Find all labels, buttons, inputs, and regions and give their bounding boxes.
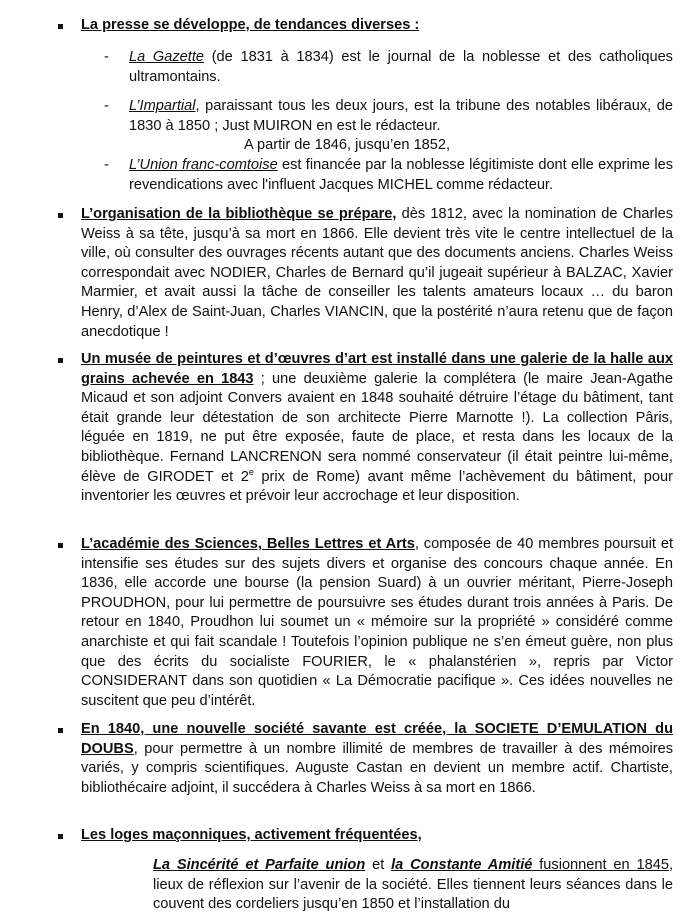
bullet-icon xyxy=(58,24,63,29)
lodge-name: la Constante Amitié xyxy=(391,857,533,873)
bullet-icon xyxy=(58,728,63,733)
section-heading: Un musée de peintures et d’œuvres d’art est installé dans une galerie de la halle aux grains achevée en 1843 xyxy=(81,351,673,387)
section-heading: L’académie des Sciences, Belles Lettres et Arts xyxy=(81,536,415,552)
bullet-icon xyxy=(58,543,63,548)
list-item: L’Union franc-comtoise est financée par la noblesse légitimiste dont elle exprime les revendications avec l'influent Jacques MICHEL comme rédacteur. xyxy=(129,157,673,193)
section-heading: Les loges maçonniques, activement fréquentées, xyxy=(81,827,422,843)
section-paragraph: Un musée de peintures et d’œuvres d’art est installé dans une galerie de la halle aux grains achevée en 1843 ; une deuxième galerie la complétera (le maire Jean-Agathe Micaud et son adjoint Convers avaient en 1848 souhaité détruire l’étage du bâtiment, tant était grande leur détestation de son architecte Pierre Marnotte !). La collection Pâris, léguée en 1819, ne put être exposée, faute de place, et resta dans les locaux de la bibliothèque. Fernand LANCRENON sera nommé conservateur (il était peintre lui-même, élève de GIRODET et 2e prix de Rome) avant même l’achèvement du bâtiment, pour inventorier les œuvres et prévoir leur accrochage et leur disposition. xyxy=(81,351,674,505)
section-paragraph: La Sincérité et Parfaite union et la Constante Amitié fusionnent en 1845, lieux de réflexion sur l’avenir de la société. Elles tiennent leurs séances dans le couvent des cordeliers jusqu’en 1850 et l’installation du xyxy=(153,857,674,913)
section-paragraph: L’académie des Sciences, Belles Lettres et Arts, composée de 40 membres poursuit et intensifie ses études sur des sujets divers et organise des concours chaque année. En 1836, elle accorde une bourse (la pension Suard) à un ouvrier méritant, Pierre-Joseph PROUDHON, pour lui permettre de poursuivre ses études durant trois années à Paris. De retour en 1840, Proudhon lui soumet un « mémoire sur la propriété » considéré comme anarchiste et qui fait scandale ! Toutefois l’opinion publique ne s’en émeut guère, non plus que des écrits du socialiste FOURIER, le « phalanstérien », repris par Victor CONSIDERANT dans son quotidien « La Démocratie pacifique ». Ces idées nouvelles ne suscitent que peu d’intérêt. xyxy=(81,536,674,709)
section-heading: En 1840, une nouvelle société savante est créée, la SOCIETE D’EMULATION du DOUBS xyxy=(81,721,673,757)
dash-icon: - xyxy=(104,98,109,114)
list-item: La Gazette (de 1831 à 1834) est le journal de la noblesse et des catholiques ultramontains. xyxy=(129,49,673,85)
dash-icon: - xyxy=(104,49,109,65)
section-paragraph: L’organisation de la bibliothèque se prépare, dès 1812, avec la nomination de Charles Weiss à sa tête, jusqu’à sa mort en 1866. Elle devient très vite le centre intellectuel de la ville, où consulter des ouvrages récents autant que des documents anciens. Charles Weiss correspondait avec NODIER, Charles de Bernard qu’il jugeait supérieur à BALZAC, Xavier Marmier, et avait aussi la tâche de conseiller les talents amateurs locaux … du baron Henry, d’Alex de Saint-Juan, Charles VIANCIN, que la postérité n’aura retenu que de façon anecdotique ! xyxy=(81,206,673,340)
dash-icon: - xyxy=(104,157,109,173)
centered-note: A partir de 1846, jusqu’en 1852, xyxy=(244,137,451,153)
section-heading: La presse se développe, de tendances diverses : xyxy=(81,17,420,33)
lodge-name: La Sincérité et Parfaite union xyxy=(153,857,366,873)
bullet-icon xyxy=(58,358,63,363)
bullet-icon xyxy=(58,834,63,839)
newspaper-title: L’Impartial xyxy=(129,98,196,114)
section-paragraph: En 1840, une nouvelle société savante est créée, la SOCIETE D’EMULATION du DOUBS, pour permettre à un nombre illimité de membres de travailler à des mémoires variés, y compris scientifiques. Auguste Castan en devient un membre actif. Chartiste, bibliothécaire adjoint, il succédera à Charles Weiss à sa mort en 1866. xyxy=(81,721,673,796)
section-heading: L’organisation de la bibliothèque se prépare, xyxy=(81,206,397,222)
list-item: L’Impartial, paraissant tous les deux jours, est la tribune des notables libéraux, de 1830 à 1850 ; Just MUIRON en est le rédacteur. xyxy=(129,98,674,134)
newspaper-title: L’Union franc-comtoise xyxy=(129,157,278,173)
newspaper-title: La Gazette xyxy=(129,49,205,65)
bullet-icon xyxy=(58,213,63,218)
